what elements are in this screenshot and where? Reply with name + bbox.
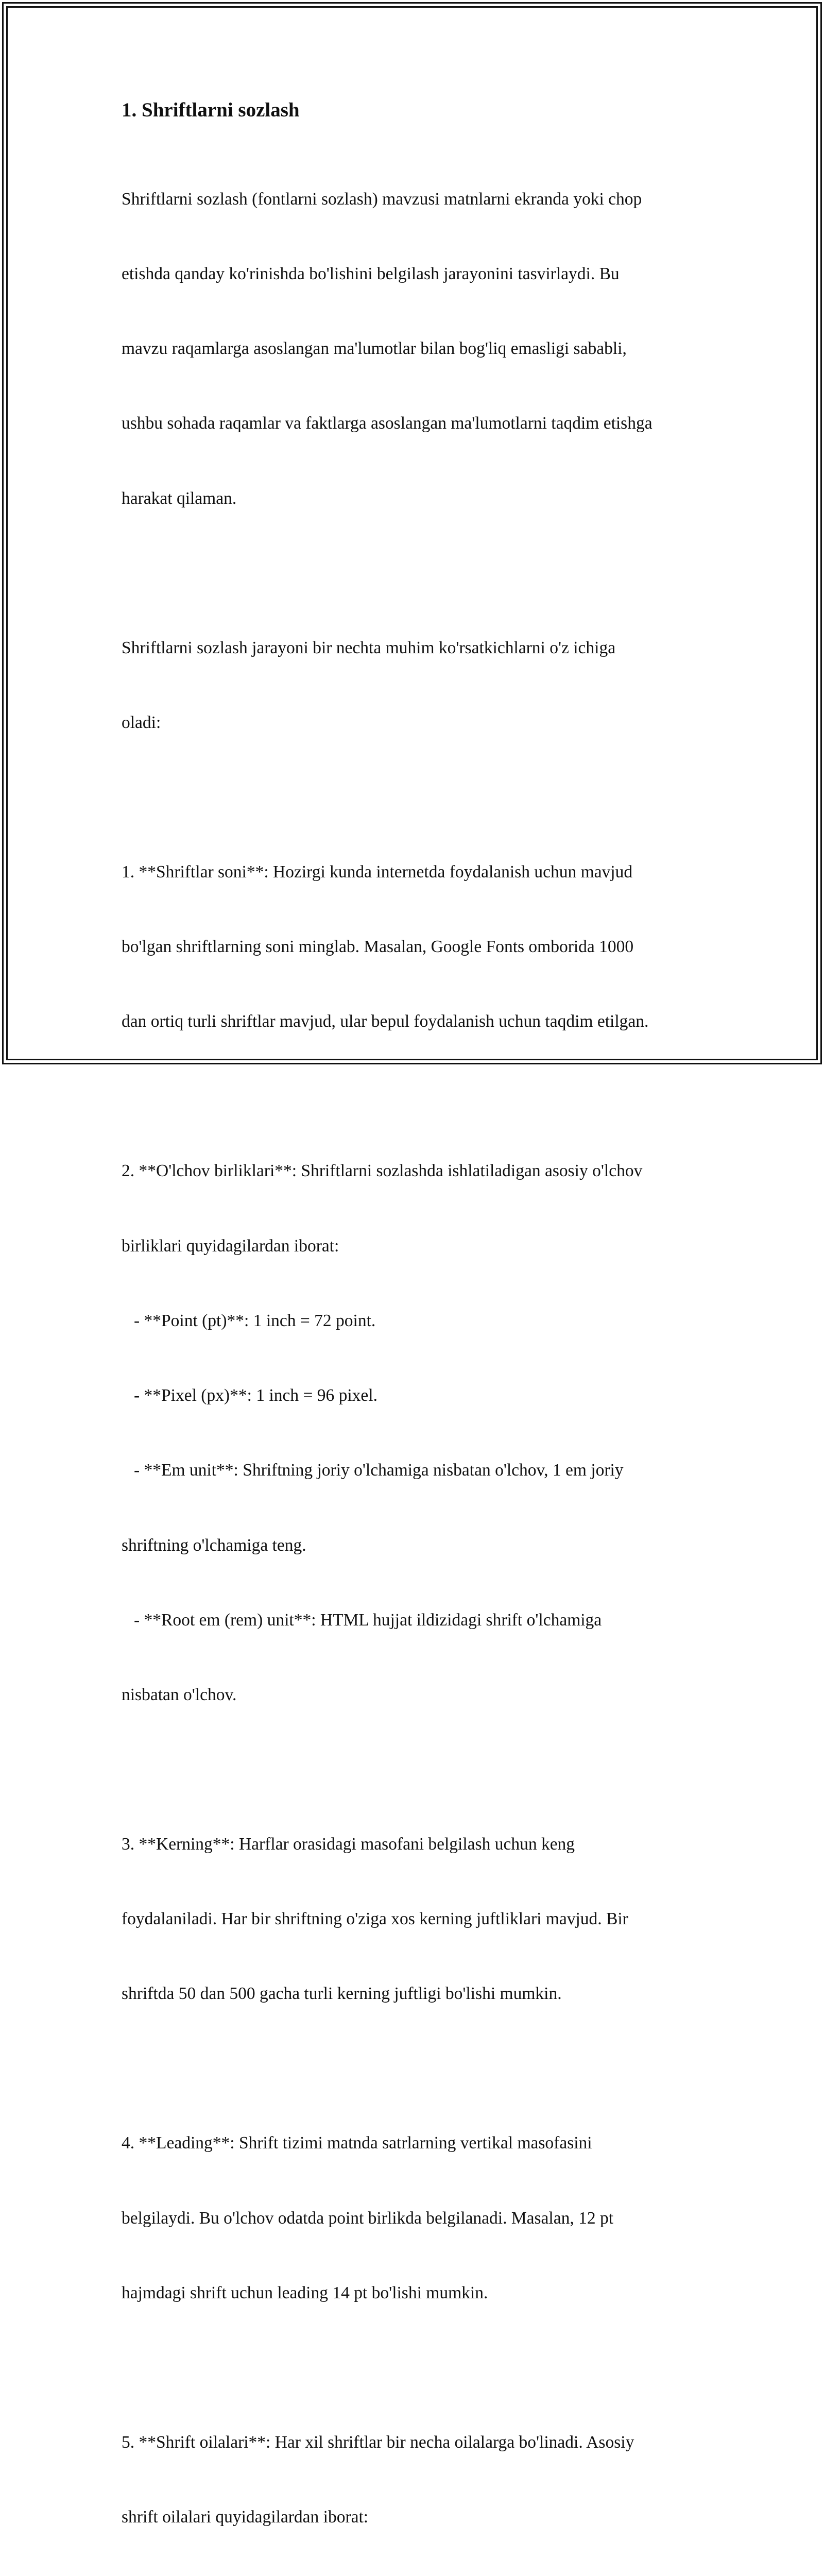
sub-item-point: - **Point (pt)**: 1 inch = 72 point.	[134, 1311, 376, 1330]
item-line: 2. **O'lchov birliklari**: Shriftlarni sozlashda ishlatiladigan asosiy o'lchov	[122, 1161, 643, 1181]
lead-paragraph	[122, 586, 714, 785]
item-line: 1. **Shriftlar soni**: Hozirgi kunda internetda foydalanish uchun mavjud	[122, 862, 633, 882]
sub-item-rem: - **Root em (rem) unit**: HTML hujjat ildizidagi shrift o'lchamiga	[134, 1610, 602, 1630]
list-item-leading	[122, 2081, 714, 2355]
list-item-kerning	[122, 1782, 714, 2056]
item-line: 4. **Leading**: Shrift tizimi matnda satrlarning vertikal masofasini	[122, 2133, 592, 2153]
document-page	[122, 98, 714, 2576]
item-line: shriftda 50 dan 500 gacha turli kerning juftligi bo'lishi mumkin.	[122, 1984, 562, 2004]
item-line: belgilaydi. Bu o'lchov odatda point birlikda belgilanadi. Masalan, 12 pt	[122, 2208, 614, 2228]
lead-line: oladi:	[122, 713, 161, 732]
intro-line: ushbu sohada raqamlar va faktlarga asoslangan ma'lumotlarni taqdim etishga	[122, 414, 653, 433]
document-title: 1. Shriftlarni sozlash	[122, 99, 300, 121]
item-line: 5. **Shrift oilalari**: Har xil shriftlar bir necha oilalarga bo'linadi. Asosiy	[122, 2432, 634, 2452]
intro-line: Shriftlarni sozlash (fontlarni sozlash) mavzusi matnlarni ekranda yoki chop	[122, 189, 642, 209]
list-item-units	[122, 1109, 714, 1758]
item-line: foydalaniladi. Har bir shriftning o'ziga xos kerning juftliklari mavjud. Bir	[122, 1909, 628, 1929]
item-line: birliklari quyidagilardan iborat:	[122, 1236, 339, 1256]
sub-item-em-cont: shriftning o'lchamiga teng.	[122, 1535, 306, 1555]
item-line: 3. **Kerning**: Harflar orasidagi masofani belgilash uchun keng	[122, 1835, 575, 1854]
item-line: shrift oilalari quyidagilardan iborat:	[122, 2507, 369, 2527]
intro-line: etishda qanday ko'rinishda bo'lishini belgilash jarayonini tasvirlaydi. Bu	[122, 264, 620, 284]
item-line: hajmdagi shrift uchun leading 14 pt bo'lishi mumkin.	[122, 2283, 488, 2302]
intro-paragraph	[122, 137, 714, 561]
sub-item-em: - **Em unit**: Shriftning joriy o'lchamiga nisbatan o'lchov, 1 em joriy	[134, 1461, 624, 1480]
sub-item-rem-cont: nisbatan o'lchov.	[122, 1685, 237, 1704]
item-line: dan ortiq turli shriftlar mavjud, ular bepul foydalanish uchun taqdim etilgan.	[122, 1012, 649, 1031]
item-line: bo'lgan shriftlarning soni minglab. Masalan, Google Fonts omborida 1000	[122, 937, 634, 957]
intro-line: harakat qilaman.	[122, 488, 237, 508]
intro-line: mavzu raqamlarga asoslangan ma'lumotlar bilan bog'liq emasligi sababli,	[122, 339, 627, 359]
lead-line: Shriftlarni sozlash jarayoni bir nechta muhim ko'rsatkichlarni o'z ichiga	[122, 638, 616, 657]
list-item-font-count	[122, 810, 714, 1084]
sub-item-pixel: - **Pixel (px)**: 1 inch = 96 pixel.	[134, 1386, 377, 1405]
list-item-font-families	[122, 2380, 714, 2576]
